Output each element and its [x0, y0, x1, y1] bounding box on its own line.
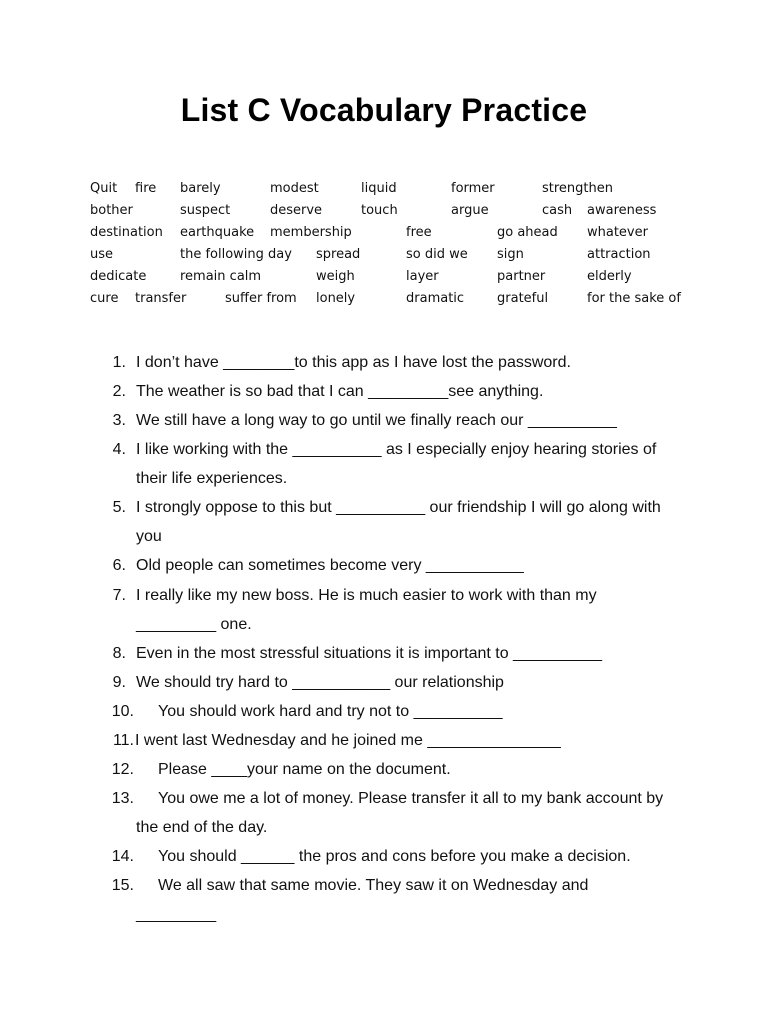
word-bank-word: weigh	[316, 269, 355, 284]
word-bank-word: for the sake of	[587, 291, 681, 306]
word-bank-row	[90, 203, 730, 223]
word-bank-word: earthquake	[180, 225, 255, 240]
question-number: 5.	[112, 499, 126, 516]
question-text: I really like my new boss. He is much easier to work with than my	[136, 587, 597, 604]
word-bank-word: dramatic	[406, 291, 465, 306]
question-text: I don’t have ________to this app as I have lost the password.	[136, 354, 571, 371]
question-text: Even in the most stressful situations it is important to __________	[136, 645, 603, 662]
word-bank-word: spread	[316, 247, 361, 262]
word-bank-word: whatever	[587, 225, 648, 240]
word-bank-word: cash	[542, 203, 573, 218]
question-text: The weather is so bad that I can _________see anything.	[136, 383, 544, 400]
question-text: You owe me a lot of money. Please transfer it all to my bank account by	[158, 790, 664, 807]
word-bank-word: strengthen	[542, 181, 613, 196]
page-title: List C Vocabulary Practice	[180, 92, 588, 128]
word-bank-word: fire	[135, 181, 157, 196]
word-bank-row	[90, 269, 730, 289]
word-bank-word: liquid	[361, 181, 397, 196]
question-text: We still have a long way to go until we finally reach our __________	[136, 412, 617, 429]
question-number: 6.	[112, 557, 126, 574]
word-bank-word: suffer from	[225, 291, 297, 306]
word-bank-word: attraction	[587, 247, 651, 262]
question-text: their life experiences.	[136, 470, 288, 487]
word-bank-word: sign	[497, 247, 524, 262]
word-bank-word: cure	[90, 291, 119, 306]
question-text: You should ______ the pros and cons before you make a decision.	[158, 848, 631, 865]
word-bank-word: free	[406, 225, 432, 240]
word-bank-word: so did we	[406, 247, 468, 262]
question-text: We all saw that same movie. They saw it on Wednesday and	[158, 877, 589, 894]
question-text: I went last Wednesday and he joined me _______________	[135, 732, 561, 749]
question-text: You should work hard and try not to __________	[158, 703, 503, 720]
question-number: 13.	[111, 790, 134, 807]
word-bank-word: use	[90, 247, 114, 262]
question-text: _________ one.	[136, 616, 252, 633]
word-bank-word: awareness	[587, 203, 657, 218]
question-text: Old people can sometimes become very ___________	[136, 557, 524, 574]
question-text: Please ____your name on the document.	[158, 761, 451, 778]
word-bank-word: barely	[180, 181, 221, 196]
question-number: 7.	[112, 587, 126, 604]
word-bank-word: argue	[451, 203, 489, 218]
question-number: 1.	[112, 354, 126, 371]
question-number: 12.	[111, 761, 134, 778]
question-number: 8.	[112, 645, 126, 662]
word-bank-word: the following day	[180, 247, 292, 262]
word-bank-word: Quit	[90, 181, 118, 196]
word-bank-word: deserve	[270, 203, 323, 218]
question-text: the end of the day.	[136, 819, 268, 836]
question-number: 14.	[111, 848, 134, 865]
question-number: 3.	[112, 412, 126, 429]
word-bank-word: remain calm	[180, 269, 262, 284]
word-bank-word: bother	[90, 203, 133, 218]
word-bank	[90, 181, 730, 321]
word-bank-word: former	[451, 181, 495, 196]
word-bank-word: dedicate	[90, 269, 147, 284]
question-text: We should try hard to ___________ our relationship	[136, 674, 504, 691]
word-bank-row	[90, 247, 730, 267]
question-number: 4.	[112, 441, 126, 458]
word-bank-row	[90, 225, 730, 245]
word-bank-word: suspect	[180, 203, 231, 218]
question-number: 2.	[112, 383, 126, 400]
word-bank-word: lonely	[316, 291, 356, 306]
word-bank-word: modest	[270, 181, 319, 196]
word-bank-word: destination	[90, 225, 163, 240]
question-text: I strongly oppose to this but __________ our friendship I will go along with	[136, 499, 661, 516]
question-number: 9.	[112, 674, 126, 691]
word-bank-word: touch	[361, 203, 398, 218]
word-bank-word: grateful	[497, 291, 549, 306]
word-bank-word: transfer	[135, 291, 187, 306]
word-bank-row	[90, 181, 730, 201]
word-bank-word: layer	[406, 269, 439, 284]
question-number: 10.	[111, 703, 134, 720]
word-bank-row	[90, 291, 730, 311]
question-text: I like working with the __________ as I especially enjoy hearing stories of	[136, 441, 657, 458]
word-bank-word: partner	[497, 269, 546, 284]
question-number: 15.	[111, 877, 134, 894]
question-text: _________	[136, 906, 217, 923]
word-bank-word: membership	[270, 225, 352, 240]
question-number: 11.	[112, 732, 134, 749]
word-bank-word: go ahead	[497, 225, 558, 240]
question-text: you	[136, 528, 162, 545]
word-bank-word: elderly	[587, 269, 632, 284]
